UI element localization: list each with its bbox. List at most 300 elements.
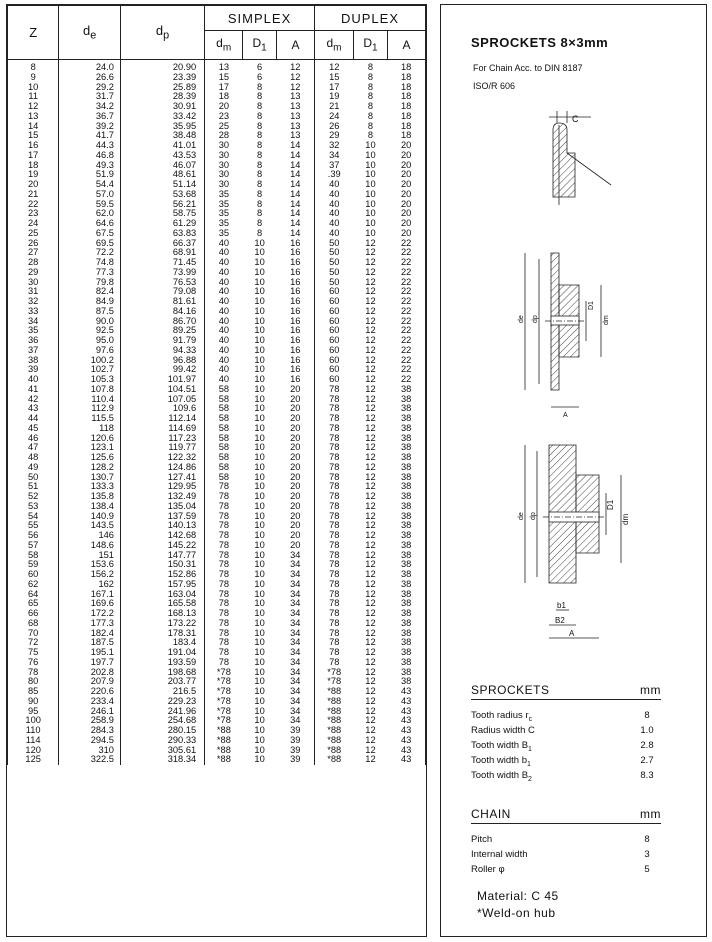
table-cell: 16 [277,356,315,366]
table-cell: 20 [277,531,315,541]
table-cell: 10 [254,296,265,306]
table-cell: 233.4 [59,697,121,707]
table-cell: 105.3 [59,375,121,385]
table-cell: 60 [315,287,354,297]
table-cell: 10 [254,305,265,316]
label-dp-duplex: dp [530,512,537,520]
table-cell: 40 [315,190,354,200]
table-cell: 150.31 [120,560,204,570]
table-cell: 36 [8,336,59,346]
tooth-profile-detail [549,111,611,205]
table-row [8,482,426,492]
table-row [8,112,426,122]
spec-value: 8.3 [640,770,654,781]
label-b2: B2 [555,616,565,625]
table-cell: 50 [315,278,354,288]
table-cell: 80 [8,677,59,687]
table-cell: 40 [315,200,354,210]
spec-row [471,753,661,768]
table-cell: 38 [387,658,425,668]
table-cell: 246.1 [59,707,121,717]
table-cell: 34 [277,570,315,580]
material-note: Material: C 45 [477,889,559,903]
table-cell: 30 [205,151,243,161]
table-cell: *88 [315,736,354,746]
spec-label: Internal width [471,849,528,860]
table-cell: 40 [205,326,243,336]
table-cell: 10 [254,725,265,735]
table-cell: 8 [256,169,263,180]
table-cell: 38 [387,629,425,639]
table-cell: 10 [254,705,265,716]
table-cell: 12 [365,257,376,267]
table-cell: 20 [387,151,425,161]
table-cell: 31.7 [59,92,121,102]
spec-label: Tooth radius $r_c$ [471,710,533,723]
table-cell: 202.8 [59,668,121,678]
table-cell: 10 [254,403,265,414]
table-cell: 8 [256,227,263,238]
table-cell: 22 [387,346,425,356]
table-cell: 79.8 [59,278,121,288]
table-cell: 43 [387,726,425,736]
table-cell: 46 [8,434,59,444]
table-cell: 68 [8,619,59,629]
table-cell: 78 [205,619,243,629]
table-cell: 78 [205,599,243,609]
table-cell: 112.14 [120,414,204,424]
table-row [8,599,426,609]
table-cell: 48.61 [120,170,204,180]
table-cell: 12 [365,500,376,511]
table-cell: 18 [387,131,425,141]
table-cell: 34 [277,580,315,590]
table-cell: 40 [205,307,243,317]
table-row [8,609,426,619]
table-row [8,570,426,580]
table-cell: 10 [365,140,376,150]
table-cell: 34 [277,668,315,678]
table-row [8,219,426,229]
table-cell: 78 [205,521,243,531]
table-row [8,512,426,522]
table-cell: 25.89 [120,83,204,93]
table-cell: 60 [315,346,354,356]
table-cell: 12 [365,734,376,745]
table-cell: 20 [277,541,315,551]
table-cell: 12 [365,383,376,394]
table-cell: 16 [277,365,315,375]
table-cell: 12 [365,656,376,667]
table-cell: 318.34 [120,755,204,765]
table-row [8,443,426,453]
table-cell: 258.9 [59,716,121,726]
label-dp-simplex: dp [532,315,539,323]
table-cell: 14 [277,170,315,180]
table-cell: 64 [8,590,59,600]
table-cell: 48 [8,453,59,463]
table-cell: 40 [205,268,243,278]
table-cell: 16 [277,326,315,336]
label-de-duplex: de [518,512,525,520]
table-cell: 29 [8,268,59,278]
table-cell: 16 [277,307,315,317]
table-cell: 30 [205,141,243,151]
table-cell: 34 [277,638,315,648]
table-cell: 12 [365,413,376,423]
spec-row [471,832,661,847]
table-row [8,629,426,639]
table-cell: 12 [365,647,376,657]
table-cell: *88 [205,755,243,765]
table-cell: 322.5 [59,755,121,765]
table-cell: 12 [365,539,376,550]
table-row [8,356,426,366]
table-cell: 35 [205,190,243,200]
table-row [8,278,426,288]
table-cell: 38 [387,609,425,619]
table-cell: 78 [315,629,354,639]
table-cell: 20 [387,219,425,229]
spec-value: 8 [644,834,650,845]
table-cell: 18 [387,92,425,102]
table-cell: 128.2 [59,463,121,473]
table-cell: 95 [8,707,59,717]
table-cell: 10 [254,383,265,394]
table-cell: 39 [277,755,315,765]
table-cell: 59.5 [59,200,121,210]
table-cell: 20 [277,512,315,522]
table-cell: 12 [365,237,376,248]
table-cell: 38 [387,414,425,424]
spec-label: Tooth width $B_1$ [471,740,532,753]
table-cell: 284.3 [59,726,121,736]
table-cell: 78 [205,512,243,522]
table-cell: 22 [387,258,425,268]
table-row [8,502,426,512]
table-cell: 17 [8,151,59,161]
table-cell: 8 [256,130,263,141]
table-row [8,638,426,648]
table-row [8,531,426,541]
table-cell: 12 [365,374,376,384]
table-cell: 13 [277,112,315,122]
table-cell: 142.68 [120,531,204,541]
table-cell: 118 [59,424,121,434]
table-cell: 64.6 [59,219,121,229]
table-cell: 20 [387,229,425,239]
table-cell: 63.83 [120,229,204,239]
table-cell: 84.9 [59,297,121,307]
table-cell: 92.5 [59,326,121,336]
specification-panel [440,4,707,937]
table-cell: 13 [277,102,315,112]
table-cell: 38.48 [120,131,204,141]
table-cell: 78 [315,658,354,668]
table-cell: 58 [205,395,243,405]
table-cell: 135.04 [120,502,204,512]
table-cell: 43 [387,716,425,726]
table-cell: 10 [254,461,265,472]
table-cell: 10 [254,286,265,297]
table-cell: 10 [254,578,265,589]
table-cell: 10 [254,676,265,687]
table-cell: *88 [205,746,243,756]
table-cell: 22 [387,365,425,375]
table-cell: 78 [205,560,243,570]
table-cell: 84.16 [120,307,204,317]
table-cell: 60 [315,297,354,307]
table-cell: 34 [8,317,59,327]
table-cell: 148.6 [59,541,121,551]
table-cell: 40 [205,356,243,366]
table-cell: 10 [254,598,265,609]
spec-value: 2.8 [640,740,654,751]
table-cell: 10 [254,442,265,453]
table-cell: 34 [277,629,315,639]
table-cell: 74.8 [59,258,121,268]
table-cell: 60 [315,365,354,375]
table-cell: 8 [256,101,263,111]
table-cell: 24.0 [59,60,121,73]
table-cell: 34 [277,697,315,707]
table-cell: *78 [205,687,243,697]
table-cell: 167.1 [59,590,121,600]
table-cell: 78 [315,590,354,600]
table-cell: 60 [8,570,59,580]
table-cell: 10 [254,754,265,765]
table-cell: 10 [365,169,376,180]
table-cell: 43 [8,404,59,414]
table-cell: 20 [277,521,315,531]
simplex-sprocket-drawing [518,253,610,419]
table-cell: 10 [254,637,265,648]
table-cell: 14 [277,190,315,200]
table-cell: 241.96 [120,707,204,717]
table-cell: 34 [277,707,315,717]
table-cell: 12 [365,530,376,540]
table-cell: 91.79 [120,336,204,346]
table-cell: 34 [277,560,315,570]
table-cell: 38 [387,570,425,580]
table-cell: 22 [387,268,425,278]
table-cell: 51.9 [59,170,121,180]
table-cell: 10 [254,422,265,433]
table-row [8,375,426,385]
table-cell: 70 [8,629,59,639]
table-cell: 78 [205,541,243,551]
table-cell: .39 [315,170,354,180]
table-cell: 20 [277,463,315,473]
table-cell: 39 [277,726,315,736]
table-cell: 8 [256,159,263,170]
table-cell: 6 [256,62,263,72]
table-cell: 38 [387,404,425,414]
table-cell: 20 [277,414,315,424]
table-cell: *78 [315,677,354,687]
chain-specs [471,807,661,877]
table-cell: 107.8 [59,385,121,395]
label-de-simplex: de [518,315,525,323]
table-cell: 20 [387,161,425,171]
table-cell: 123.1 [59,443,121,453]
table-cell: 8 [367,130,374,141]
table-row [8,131,426,141]
table-cell: 57.0 [59,190,121,200]
table-cell: 12 [277,73,315,83]
table-cell: 10 [254,510,265,521]
table-row [8,434,426,444]
table-cell: 20 [387,190,425,200]
table-cell: 27 [8,248,59,258]
table-cell: 120 [8,746,59,756]
table-cell: 20 [387,141,425,151]
spec-row [471,738,661,753]
table-cell: 28 [205,131,243,141]
table-cell: 13 [277,131,315,141]
table-row [8,317,426,327]
table-cell: 114 [8,736,59,746]
table-cell: 10 [254,617,265,628]
table-row [8,541,426,551]
table-cell: 38 [387,541,425,551]
table-cell: 38 [387,453,425,463]
table-cell: 58 [205,424,243,434]
table-cell: 58 [205,404,243,414]
table-cell: 197.7 [59,658,121,668]
table-cell: 8 [367,91,374,102]
table-cell: 10 [254,734,265,745]
table-row [8,258,426,268]
table-cell: 51 [8,482,59,492]
table-cell: 10 [254,608,265,618]
table-cell: 44 [8,414,59,424]
table-cell: 10 [254,695,265,706]
table-cell: 10 [254,559,265,570]
table-cell: 41 [8,385,59,395]
table-cell: 34 [277,609,315,619]
table-cell: 18 [387,60,425,73]
spec-value: 1.0 [640,725,654,736]
table-row [8,463,426,473]
table-cell: 60 [315,336,354,346]
header-de: $d_e$ [59,6,121,60]
table-cell: 86.70 [120,317,204,327]
table-cell: 38 [387,482,425,492]
table-cell: 78 [205,638,243,648]
table-cell: 16 [8,141,59,151]
table-cell: 187.5 [59,638,121,648]
table-cell: 62.0 [59,209,121,219]
table-cell: 78 [315,648,354,658]
table-cell: 12 [365,325,376,336]
table-cell: 50 [315,248,354,258]
table-cell: 20 [387,209,425,219]
sprocket-drawings [441,5,708,645]
table-cell: 20 [277,473,315,483]
table-cell: 34 [277,658,315,668]
table-cell: 78 [315,473,354,483]
header-simplex-a: A [277,31,315,60]
table-cell: 12 [365,676,376,687]
table-cell: 8 [256,120,263,131]
table-row [8,453,426,463]
table-cell: 78 [205,502,243,512]
table-cell: 157.95 [120,580,204,590]
label-b1: b1 [557,601,566,610]
table-row [8,141,426,151]
table-cell: 10 [254,481,265,492]
table-cell: 12 [365,549,376,560]
table-cell: 35.95 [120,122,204,132]
table-cell: 114.69 [120,424,204,434]
table-cell: 40 [315,229,354,239]
table-cell: 49 [8,463,59,473]
table-cell: 43 [387,746,425,756]
table-cell: 20 [277,385,315,395]
table-cell: 78 [205,590,243,600]
table-cell: 12 [365,715,376,726]
table-cell: 10 [254,530,265,540]
table-row [8,560,426,570]
table-cell: 90.0 [59,317,121,327]
spec-row [471,708,661,723]
table-cell: 294.5 [59,736,121,746]
table-cell: 46.07 [120,161,204,171]
table-cell: 16 [277,336,315,346]
chain-specs-header: CHAIN mm [471,807,661,824]
table-cell: 96.88 [120,356,204,366]
table-row [8,73,426,83]
table-cell: 47 [8,443,59,453]
table-cell: 34.2 [59,102,121,112]
table-cell: 95.0 [59,336,121,346]
table-cell: 10 [254,393,265,404]
table-cell: 10 [8,83,59,93]
table-cell: 22 [387,297,425,307]
table-cell: 17 [315,83,354,93]
table-cell: 12 [365,266,376,277]
table-cell: 72 [8,638,59,648]
table-cell: 22 [387,326,425,336]
table-cell: *88 [315,726,354,736]
table-cell: 12 [365,666,376,677]
table-cell: 12 [277,60,315,73]
table-cell: 40 [205,297,243,307]
table-cell: 30.91 [120,102,204,112]
table-cell: 8 [256,179,263,189]
label-dm-duplex: dm [621,513,630,525]
table-cell: 198.68 [120,668,204,678]
table-cell: 32 [315,141,354,151]
table-cell: 78 [315,638,354,648]
sprocket-specs-header: SPROCKETS mm [471,683,661,700]
table-cell: 10 [365,179,376,189]
table-cell: 78 [315,424,354,434]
table-cell: 107.05 [120,395,204,405]
table-cell: 12 [365,393,376,404]
table-cell: 20 [277,502,315,512]
table-cell: 125 [8,755,59,765]
table-row [8,648,426,658]
table-cell: 50 [315,239,354,249]
table-cell: 191.04 [120,648,204,658]
label-a-duplex: A [569,629,575,638]
table-cell: 10 [254,266,265,277]
table-cell: 40 [205,375,243,385]
table-cell: 8 [8,60,59,73]
table-cell: 203.77 [120,677,204,687]
